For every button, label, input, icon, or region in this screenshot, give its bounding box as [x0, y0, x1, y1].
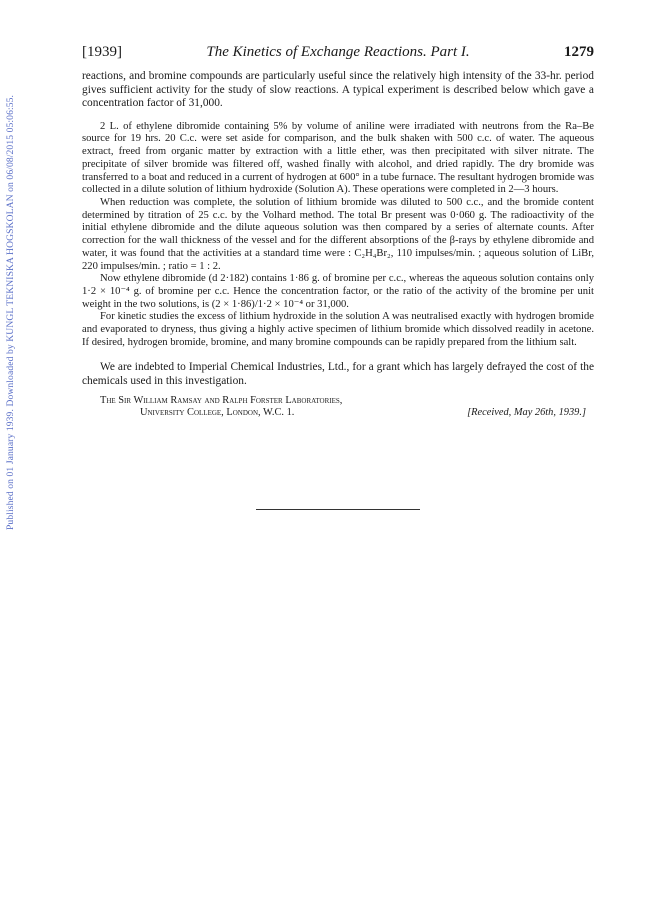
article-body [82, 70, 594, 425]
laboratory-name: The Sir William Ramsay and Ralph Forster Laboratories, [100, 394, 343, 406]
paragraph-concentration: Now ethylene dibromide (d 2·182) contains 1·86 g. of bromine per c.c., whereas the aqueous solution contains only 1·2 × 10⁻⁴ g. of bromine per c.c. Hence the concentration factor, or the ratio of the activity of the bromine per unit weight in the two solutions, is (2 × 1·86)/1·2 × 10⁻⁴ or 31,000. [82, 273, 594, 310]
header-year: [1939] [82, 44, 122, 60]
running-header [82, 44, 594, 66]
download-watermark: Published on 01 January 1939. Downloaded by KUNGL TEKNISKA HOGSKOLAN on 06/08/2015 05:06:55. [5, 95, 16, 531]
paragraph-procedure: 2 L. of ethylene dibromide containing 5% by volume of aniline were irradiated with neutrons from the Ra–Be source for 19 hrs. 20 C.c. were set aside for comparison, and the bulk shaken with 500 c.c. of water. The aqueous extract, freed from organic matter by extraction with a little ether, was then precipitated with silver nitrate. The precipitate of silver bromide was filtered off, washed finally with alcohol, and dried rapidly. The dry bromide was transferred to a boat and reduced in a current of hydrogen at 600° in a tube furnace. The resultant hydrogen bromide was collected in a dilute solution of lithium hydroxide (Solution A). These operations were completed in 2—3 hours. [82, 120, 594, 196]
received-date: [Received, May 26th, 1939.] [467, 406, 586, 418]
paragraph-acknowledgement: We are indebted to Imperial Chemical Industries, Ltd., for a grant which has largely defrayed the cost of the chemicals used in this investigation. [82, 361, 594, 388]
affiliation-block [82, 395, 594, 425]
end-rule [256, 509, 420, 510]
paragraph-intro: reactions, and bromine compounds are particularly useful since the relatively high intensity of the 33-hr. period gives sufficient activity for the study of slow reactions. A typical experiment is described below which gave a concentration factor of 31,000. [82, 70, 594, 110]
paragraph-reduction: When reduction was complete, the solution of lithium bromide was diluted to 500 c.c., and the bromide content determined by titration of 25 c.c. by the Volhard method. The total Br present was 0·060 g. The radioactivity of the initial ethylene dibromide and the dilute aqueous solution was then compared by a series of alternate counts. After correction for the wall thickness of the vessel and for the different absorptions of the β-rays by ethylene dibromide and water, it was found that the activities at a standard time were : C₂H₄Br₂, 110 impulses/min. ; aqueous solution of LiBr, 220 impulses/min. ; ratio = 1 : 2. [82, 197, 594, 272]
page-number: 1279 [564, 44, 594, 60]
paragraph-kinetic: For kinetic studies the excess of lithium hydroxide in the solution A was neutralised exactly with hydrogen bromide and evaporated to dryness, thus giving a highly active specimen of lithium bromide which dissolved readily in acetone. If desired, hydrogen bromide, bromine, and many bromine compounds can be rapidly prepared from the lithium salt. [82, 311, 594, 348]
header-title: The Kinetics of Exchange Reactions. Part I. [206, 44, 470, 60]
college-address: University College, London, W.C. 1. [140, 406, 295, 418]
